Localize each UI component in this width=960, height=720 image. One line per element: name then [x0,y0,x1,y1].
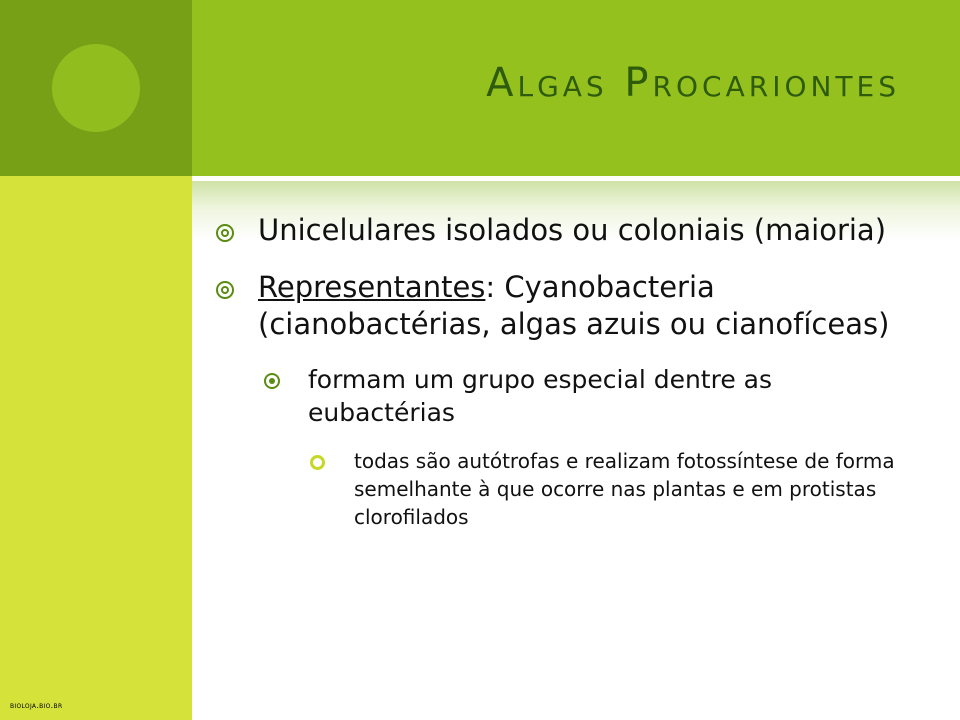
decorative-circle [52,44,140,132]
bullet-text: Unicelulares isolados ou coloniais (maioria) [258,213,887,247]
footer-source: bioloja.bio.br [10,701,63,710]
sub-bullet-text: formam um grupo especial dentre as eubactérias [308,365,773,427]
bullet-text: : Cyanobacteria (cianobactérias, algas azuis ou cianofíceas) [258,270,890,341]
bullet-dot-ring-icon [264,373,280,389]
bullet-item-unicelulares [212,212,912,249]
representantes-label: Representantes [258,270,486,304]
slide-content [212,212,912,531]
sidebar-bottom-panel [0,176,192,720]
bullet-circle-icon [310,455,325,470]
bullet-ring-icon [216,224,234,242]
bullet-ring-icon [216,281,234,299]
sub-sub-bullet-text: todas são autótrofas e realizam fotossíntese de forma semelhante à que ocorre nas plantas e em protistas clorofilados [354,449,895,529]
bullet-item-representantes [212,269,912,343]
sub-sub-bullet-item-autotrofas [212,447,912,531]
slide-title: Algas Procariontes [486,60,900,106]
sub-bullet-item-eubacterias [212,363,912,429]
title-header [192,0,960,176]
